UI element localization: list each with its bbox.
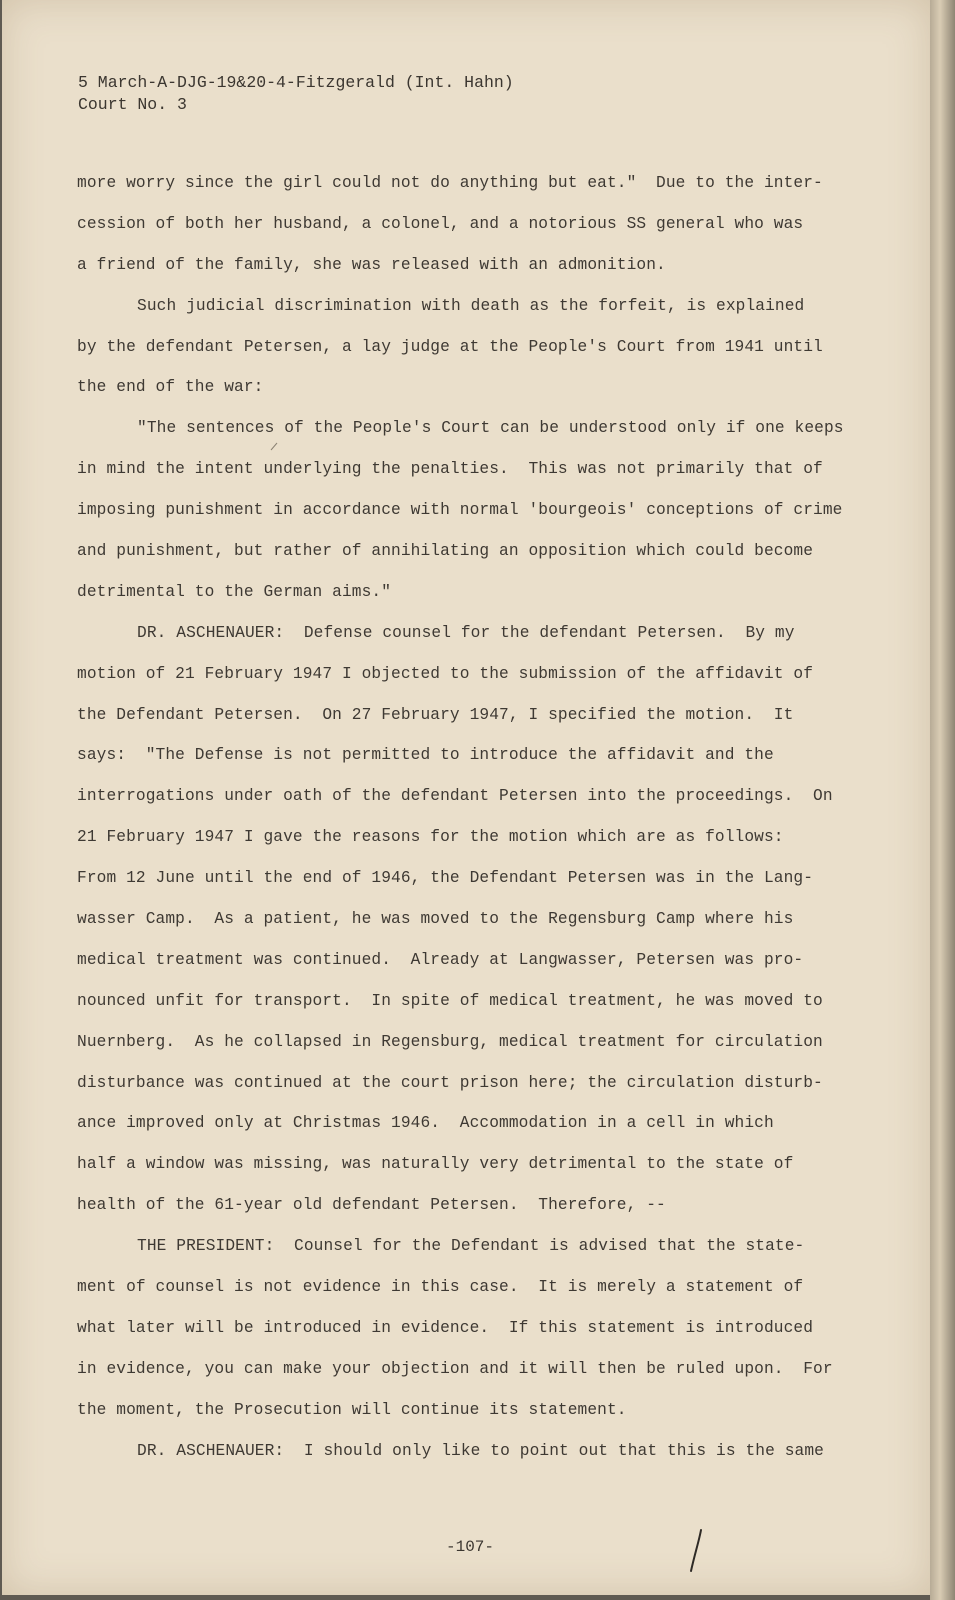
- text-line: what later will be introduced in evidence. If this statement is introduced: [77, 1318, 814, 1337]
- header-reference: 5 March-A-DJG-19&20-4-Fitzgerald (Int. Hahn): [78, 73, 514, 92]
- text-line: nounced unfit for transport. In spite of medical treatment, he was moved to: [77, 991, 823, 1010]
- page-header: [78, 72, 514, 116]
- page-edge: [930, 0, 955, 1600]
- text-line: interrogations under oath of the defendant Petersen into the proceedings. On: [77, 787, 833, 806]
- text-line: half a window was missing, was naturally very detrimental to the state of: [77, 1155, 794, 1174]
- text-line: From 12 June until the end of 1946, the Defendant Petersen was in the Lang-: [77, 869, 814, 888]
- document-page: [2, 0, 930, 1595]
- text-line: imposing punishment in accordance with normal 'bourgeois' conceptions of crime: [77, 501, 843, 520]
- text-line: ment of counsel is not evidence in this case. It is merely a statement of: [77, 1278, 804, 1297]
- text-line: more worry since the girl could not do anything but eat." Due to the inter-: [77, 174, 823, 192]
- text-line: Such judicial discrimination with death as the forfeit, is explained: [137, 296, 805, 315]
- page-number: -107-: [446, 1538, 495, 1556]
- text-line: in evidence, you can make your objection and it will then be ruled upon. For: [77, 1359, 833, 1378]
- text-line: health of the 61-year old defendant Petersen. Therefore, --: [77, 1196, 666, 1215]
- text-line: a friend of the family, she was released with an admonition.: [77, 255, 666, 274]
- text-line: 21 February 1947 I gave the reasons for the motion which are as follows:: [77, 828, 784, 847]
- text-line: by the defendant Petersen, a lay judge at the People's Court from 1941 until: [77, 337, 823, 356]
- pencil-tick-mark: [270, 440, 284, 452]
- text-line: the Defendant Petersen. On 27 February 1947, I specified the motion. It: [77, 705, 794, 724]
- text-line: "The sentences of the People's Court can be understood only if one keeps: [137, 419, 844, 438]
- text-line: Nuernberg. As he collapsed in Regensburg, medical treatment for circulation: [77, 1032, 823, 1051]
- text-line: cession of both her husband, a colonel, and a notorious SS general who was: [77, 214, 804, 233]
- text-line: DR. ASCHENAUER: Defense counsel for the defendant Petersen. By my: [137, 623, 795, 642]
- header-court: Court No. 3: [78, 95, 187, 114]
- text-line: detrimental to the German aims.": [77, 582, 392, 601]
- text-line: says: "The Defense is not permitted to introduce the affidavit and the: [77, 746, 774, 765]
- text-line: and punishment, but rather of annihilating an opposition which could become: [77, 542, 814, 561]
- text-line: medical treatment was continued. Already at Langwasser, Petersen was pro-: [77, 950, 804, 969]
- text-line: in mind the intent underlying the penalties. This was not primarily that of: [77, 460, 823, 479]
- text-line: DR. ASCHENAUER: I should only like to point out that this is the same: [137, 1441, 824, 1460]
- text-line: disturbance was continued at the court prison here; the circulation disturb-: [77, 1073, 823, 1092]
- text-line: wasser Camp. As a patient, he was moved to the Regensburg Camp where his: [77, 910, 794, 929]
- text-line: the moment, the Prosecution will continue its statement.: [77, 1400, 627, 1419]
- text-line: THE PRESIDENT: Counsel for the Defendant is advised that the state-: [137, 1237, 805, 1256]
- text-line: motion of 21 February 1947 I objected to the submission of the affidavit of: [77, 664, 814, 683]
- transcript-body: [77, 172, 877, 1481]
- text-line: ance improved only at Christmas 1946. Accommodation in a cell in which: [77, 1114, 774, 1133]
- handwritten-stroke-icon: [686, 1527, 706, 1575]
- text-line: the end of the war:: [77, 378, 264, 397]
